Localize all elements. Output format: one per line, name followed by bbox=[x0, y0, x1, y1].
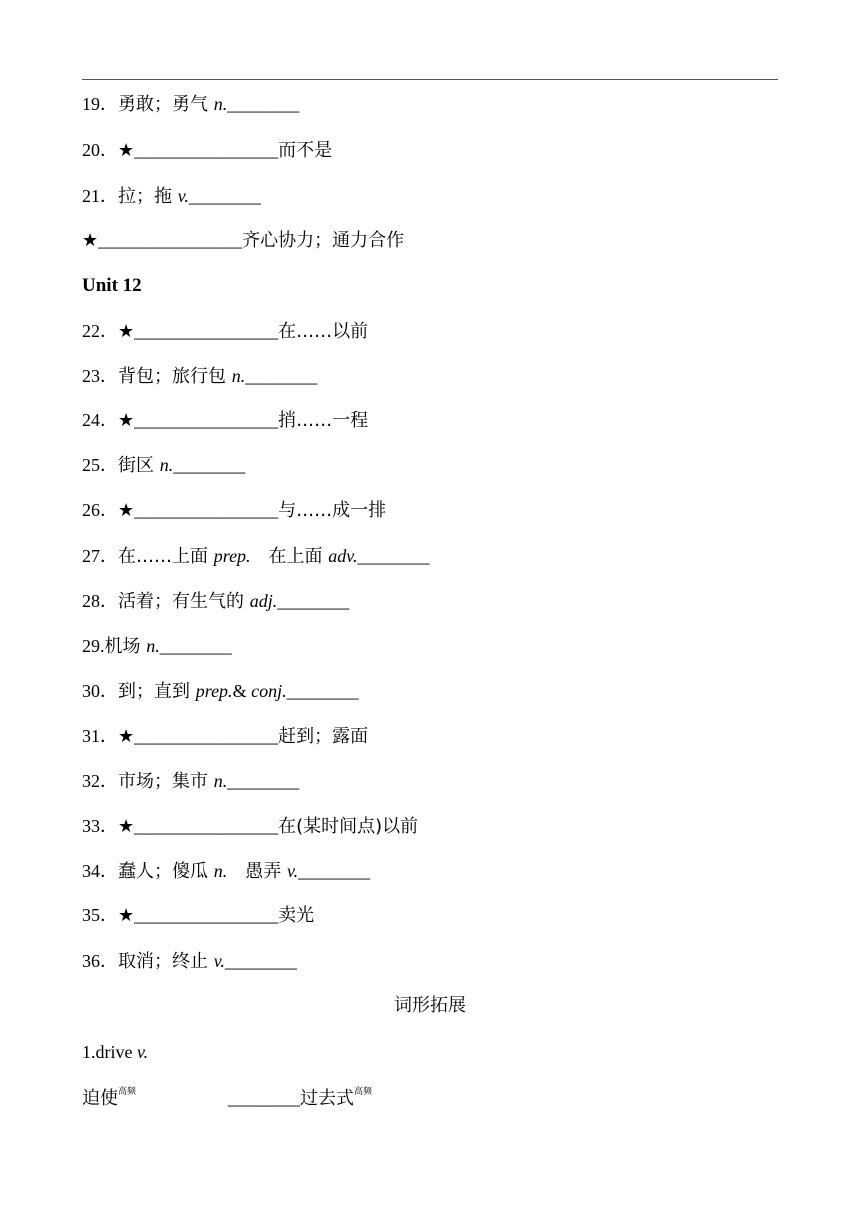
vocab-item-20 bbox=[82, 138, 332, 163]
part-of-speech: v. bbox=[213, 951, 225, 971]
part-of-speech: n. bbox=[159, 455, 174, 475]
item-number: 20． bbox=[82, 140, 118, 160]
star-icon: ★ bbox=[118, 500, 135, 521]
part-of-speech: prep. bbox=[195, 681, 233, 701]
item-meaning: 在(某时间点)以前 bbox=[278, 816, 419, 837]
item-meaning: 活着；有生气的 bbox=[118, 591, 250, 612]
part-of-speech: v. bbox=[177, 186, 189, 206]
answer-blank[interactable]: ________ bbox=[227, 94, 300, 114]
item-number: 28． bbox=[82, 591, 118, 611]
frequency-mark: 高频 bbox=[354, 1087, 373, 1097]
vocab-item-31 bbox=[82, 724, 368, 749]
item-meaning: 在……以前 bbox=[278, 321, 369, 342]
part-of-speech: n. bbox=[231, 366, 246, 386]
item-number: 23． bbox=[82, 366, 118, 386]
star-icon: ★ bbox=[118, 410, 135, 431]
section-title: 词形拓展 bbox=[394, 995, 466, 1016]
answer-blank[interactable]: ________ bbox=[224, 951, 297, 971]
answer-blank[interactable]: ________ bbox=[277, 591, 350, 611]
item-meaning: 赶到；露面 bbox=[278, 726, 369, 747]
item-meaning: 勇敢；勇气 bbox=[118, 94, 214, 115]
vocab-item-32 bbox=[82, 769, 299, 794]
answer-blank[interactable]: ________ bbox=[286, 681, 359, 701]
part-of-speech: n. bbox=[213, 861, 228, 881]
item-meaning-2: 在上面 bbox=[250, 546, 329, 567]
answer-blank[interactable]: ________________ bbox=[134, 726, 279, 746]
item-number: 30． bbox=[82, 681, 118, 701]
star-icon: ★ bbox=[118, 905, 135, 926]
answer-blank[interactable]: ________________ bbox=[134, 140, 279, 160]
expansion-form: 过去式 bbox=[300, 1088, 355, 1109]
item-number: 21． bbox=[82, 186, 118, 206]
item-number: 25． bbox=[82, 455, 118, 475]
item-meaning: 拉；拖 bbox=[118, 186, 178, 207]
vocab-item-24 bbox=[82, 408, 368, 433]
item-number: 35． bbox=[82, 905, 118, 925]
answer-blank[interactable]: ________________ bbox=[134, 500, 279, 520]
star-icon: ★ bbox=[82, 230, 99, 251]
answer-blank[interactable]: ________ bbox=[228, 1088, 301, 1108]
item-number: 24． bbox=[82, 410, 118, 430]
item-number: 19． bbox=[82, 94, 118, 114]
expansion-headword: 1.drive bbox=[82, 1042, 137, 1062]
item-number: 22． bbox=[82, 321, 118, 341]
expansion-meaning: 迫使 bbox=[82, 1088, 118, 1109]
vocab-item-27 bbox=[82, 544, 429, 569]
vocab-item-35 bbox=[82, 903, 314, 928]
star-icon: ★ bbox=[118, 321, 135, 342]
part-of-speech: n. bbox=[213, 771, 228, 791]
vocab-item-22 bbox=[82, 319, 368, 344]
part-of-speech: adj. bbox=[249, 591, 278, 611]
item-meaning: 机场 bbox=[104, 636, 147, 657]
item-number: 36． bbox=[82, 951, 118, 971]
vocab-item-28 bbox=[82, 589, 349, 614]
vocab-item-phrase bbox=[82, 228, 404, 253]
item-number: 26． bbox=[82, 500, 118, 520]
answer-blank[interactable]: ________ bbox=[159, 636, 232, 656]
item-meaning: 与……成一排 bbox=[278, 500, 387, 521]
part-of-speech-2: v. bbox=[286, 861, 299, 881]
item-meaning: 而不是 bbox=[278, 140, 333, 161]
answer-blank[interactable]: ________ bbox=[298, 861, 371, 881]
vocab-item-34 bbox=[82, 859, 370, 884]
vocab-item-25 bbox=[82, 453, 245, 478]
item-number: 33． bbox=[82, 816, 118, 836]
expansion-word bbox=[82, 1040, 148, 1065]
item-meaning: 蠢人；傻瓜 bbox=[118, 861, 214, 882]
answer-blank[interactable]: ________________ bbox=[134, 816, 279, 836]
header-rule bbox=[82, 79, 778, 80]
unit-heading: Unit 12 bbox=[82, 275, 142, 296]
part-of-speech: v. bbox=[136, 1042, 149, 1062]
vocab-item-30 bbox=[82, 679, 359, 704]
expansion-row bbox=[82, 1086, 372, 1111]
item-meaning: 到；直到 bbox=[118, 681, 196, 702]
item-meaning-2: 愚弄 bbox=[227, 861, 287, 882]
item-number: 32． bbox=[82, 771, 118, 791]
item-meaning: 市场；集市 bbox=[118, 771, 214, 792]
vocab-item-36 bbox=[82, 949, 297, 974]
answer-blank[interactable]: ________ bbox=[245, 366, 318, 386]
ampersand: & bbox=[232, 681, 252, 701]
answer-blank[interactable]: ________________ bbox=[134, 321, 279, 341]
part-of-speech: prep. bbox=[213, 546, 251, 566]
item-meaning: 齐心协力；通力合作 bbox=[242, 230, 405, 251]
answer-blank[interactable]: ________ bbox=[357, 546, 430, 566]
answer-blank[interactable]: ________________ bbox=[134, 905, 279, 925]
star-icon: ★ bbox=[118, 726, 135, 747]
answer-blank[interactable]: ________ bbox=[173, 455, 246, 475]
frequency-mark: 高频 bbox=[118, 1087, 137, 1097]
item-meaning: 背包；旅行包 bbox=[118, 366, 232, 387]
item-number: 27． bbox=[82, 546, 118, 566]
answer-blank[interactable]: ________________ bbox=[134, 410, 279, 430]
star-icon: ★ bbox=[118, 140, 135, 161]
vocab-item-21 bbox=[82, 184, 261, 209]
vocab-item-29 bbox=[82, 634, 232, 659]
vocab-item-26 bbox=[82, 498, 386, 523]
item-number: 34． bbox=[82, 861, 118, 881]
part-of-speech: n. bbox=[213, 94, 228, 114]
answer-blank[interactable]: ________________ bbox=[98, 230, 243, 250]
item-meaning: 街区 bbox=[118, 455, 160, 476]
item-number: 29. bbox=[82, 636, 105, 656]
answer-blank[interactable]: ________ bbox=[188, 186, 261, 206]
item-meaning: 捎……一程 bbox=[278, 410, 369, 431]
star-icon: ★ bbox=[118, 816, 135, 837]
answer-blank[interactable]: ________ bbox=[227, 771, 300, 791]
part-of-speech: n. bbox=[146, 636, 160, 656]
vocab-item-23 bbox=[82, 364, 317, 389]
part-of-speech-2: adv. bbox=[328, 546, 358, 566]
item-number: 31． bbox=[82, 726, 118, 746]
part-of-speech-2: conj. bbox=[251, 681, 287, 701]
item-meaning: 取消；终止 bbox=[118, 951, 214, 972]
vocab-item-19 bbox=[82, 92, 299, 117]
item-meaning: 卖光 bbox=[278, 905, 315, 926]
item-meaning: 在……上面 bbox=[118, 546, 214, 567]
vocab-item-33 bbox=[82, 814, 418, 839]
